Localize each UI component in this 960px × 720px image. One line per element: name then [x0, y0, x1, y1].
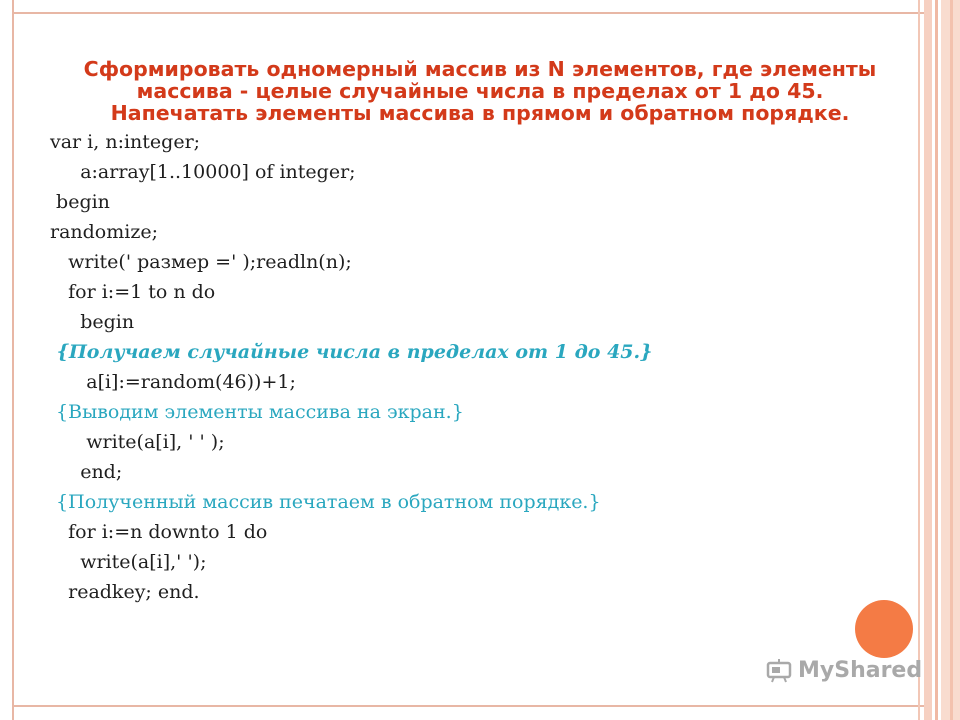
- code-comment: {Получаем случайные числа в пределах от 1 до 45.}: [50, 341, 653, 363]
- projector-icon: [766, 657, 792, 683]
- code-line: a[i]:=random(46))+1;: [50, 371, 296, 393]
- decor-stripe: [918, 0, 920, 720]
- code-comment: {Выводим элементы массива на экран.}: [50, 401, 464, 423]
- watermark-text: MyShared: [798, 657, 923, 683]
- code-line: write(a[i], ' ' );: [50, 431, 225, 453]
- decor-stripe: [950, 0, 953, 720]
- frame-top-border: [12, 12, 930, 14]
- code-line: var i, n:integer;: [50, 131, 201, 153]
- title-line-2: массива - целые случайные числа в пределах от 1 до 45.: [136, 79, 824, 103]
- title-line-3: Напечатать элементы массива в прямом и обратном порядке.: [110, 101, 850, 125]
- code-line: for i:=1 to n do: [50, 281, 216, 303]
- slide-title: [60, 58, 900, 124]
- code-line: begin: [50, 191, 110, 213]
- code-line: begin: [50, 311, 135, 333]
- code-line: randomize;: [50, 221, 158, 243]
- frame-bottom-border: [12, 705, 930, 707]
- code-line: a:array[1..10000] of integer;: [50, 161, 356, 183]
- decor-stripe: [935, 0, 938, 720]
- watermark-logo: [766, 657, 922, 683]
- code-line: readkey; end.: [50, 581, 200, 603]
- code-line: write(a[i],' ');: [50, 551, 207, 573]
- code-line: write(' размер =' );readln(n);: [50, 251, 352, 273]
- code-comment: {Полученный массив печатаем в обратном порядке.}: [50, 491, 601, 513]
- code-line: end;: [50, 461, 123, 483]
- code-line: for i:=n downto 1 do: [50, 521, 268, 543]
- decor-stripe: [924, 0, 932, 720]
- frame-left-border: [12, 0, 14, 720]
- decor-circle: [855, 600, 913, 658]
- title-line-1: Сформировать одномерный массив из N элементов, где элементы: [83, 57, 877, 81]
